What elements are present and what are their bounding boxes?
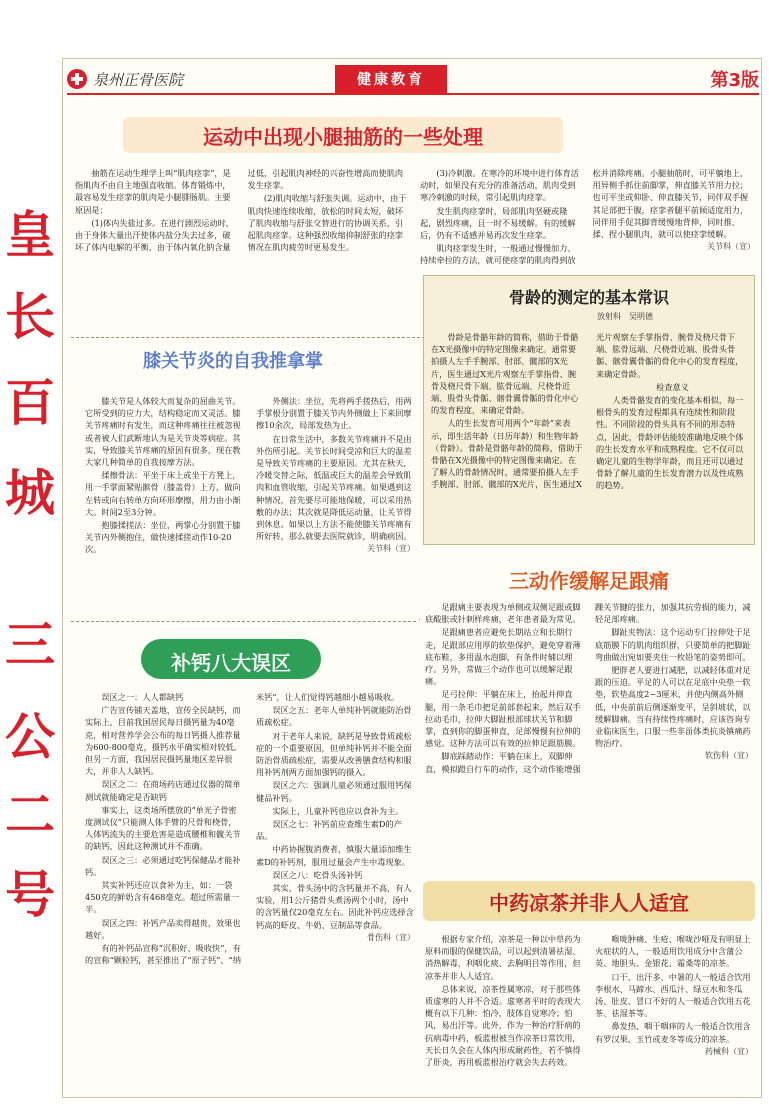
paragraph: 误区之八：吃骨头汤补钙	[272, 869, 363, 880]
page-number: 第3版	[710, 70, 759, 91]
article-body	[85, 691, 415, 1095]
article-body	[85, 395, 415, 617]
side-strip	[0, 0, 60, 1109]
strip-char: 号	[5, 866, 55, 924]
article-signature: 关节科（宣）	[707, 242, 755, 252]
hospital-logo	[67, 69, 307, 90]
article-body	[425, 933, 753, 1093]
paragraph: 误区之五：老年人单纯补钙就能防治骨质疏松症。	[256, 705, 412, 728]
paragraph: 肌肉痉挛发生时，一般通过慢慢加力、持续牵拉的方法，就可使痉挛的肌肉得到放松并消除疼痛。小腿抽筋时，可平躺地上，用异侧手抓住前脚掌，伸直膝关节用力拉；也可平坐或仰卧、伸直膝关节，同伴双手握其足部把于腹，痉挛者腿平前倾适度用力，同伴用手促其脚背缓慢地背伸，同时推、揉、捏小腿肌肉，就可以使痉挛缓解。	[420, 168, 749, 266]
strip-char: 城	[5, 464, 55, 522]
paragraph: 实际上，儿童补钙也应以食补为主。	[272, 805, 404, 816]
paragraph: (3)冷刺激。在寒冷的环境中进行体育活动时，如果没有充分的准备活动，肌肉受到寒冷刺激的时候，常引起肌肉痉挛。	[420, 168, 579, 203]
strip-char: 三	[5, 616, 55, 674]
page-header	[67, 65, 759, 95]
paragraph: 事实上，这类场所摆放的“单光子骨密度测试仪”只能测人体手臂的尺骨和桡骨，人体钙流失的主要危害是造成腰椎和髋关节的缺钙，因此这种测试并不准确。	[85, 804, 241, 852]
paragraph: 脚底踩踏动作：平躺在床上，双脚伸直，模拟蹬自行车的动作，这个动作能增强踝关节腱的张力，加强其抗劳损的能力，减轻足部疼痛。	[425, 602, 751, 774]
paragraph: 总体来说，凉茶性属寒凉，对于那些体质虚寒的人并不合适。虚寒者平时的表现大概有以下几种：怕冷，肢体自觉寒冷；怕风，易出汗等。此外，作为一种治疗肝病的抗病毒中药，板蓝根被当作凉茶日常饮用，天长日久会在人体内形成耐药性，若不慎得了肝炎，再用板蓝根治疗就会失去药效。	[425, 983, 581, 1068]
strip-char: 长	[5, 288, 55, 346]
article-title: 骨龄的测定的基本常识	[508, 288, 669, 307]
section-title: 健康教育	[335, 65, 447, 93]
paragraph: 骨龄是骨骼年龄的简称，借助于骨骼在X光摄像中的特定图像来确定。通常要拍摄人左手手腕部、肘部、髋部的X光片，医生通过X光片观察左手掌指骨、腕骨及桡尺骨下端、肱骨远端、尺桡骨近端、股骨头骨骺、髂骨翼骨骺的骨化中心的发育程度，来确定骨龄。	[431, 332, 579, 416]
paragraph: 鼻发热、咽干咽痒的人一般适合饮用含有罗汉果、玉竹或麦冬等成分的凉茶。	[595, 1021, 751, 1044]
paragraph: (2)肌肉收缩与舒张失调。运动中，由于肌肉快速连续收缩，放松的时间太短，破坏了肌肉收缩与舒张交替进行的协调关系，引起肌肉痉挛。这种强烈收缩抑制舒张的痉挛情况在肌肉疲劳时更易发生。	[247, 193, 407, 253]
paragraph: 抽筋在运动生理学上叫“肌肉痉挛”，是指肌肉不由自主地强直收缩。体育锻炼中，最容易发生痉挛的肌肉是小腿腓肠肌。主要原因是：	[75, 168, 231, 215]
article-body	[431, 331, 749, 539]
article-title: 三动作缓解足跟痛	[509, 569, 669, 593]
article-signature: 骨伤科（宣）	[367, 932, 415, 942]
subheading: 检查意义	[656, 381, 689, 392]
strip-char: 皇	[5, 206, 55, 264]
article-title: 运动中出现小腿抽筋的一些处理	[203, 125, 483, 149]
paragraph: 对于老年人来说，缺钙是导致骨质疏松症的一个重要原因，但单纯补钙并不能全面防治骨质疏松症，需要从改善膳食结构和服用补钙剂两方面加强钙的摄入。	[256, 730, 412, 778]
paragraph: (1)体内失盐过多。在进行剧烈运动时，由于身体大量出汗使体内盐分失去过多，破坏了体内电解的平衡，由于体内氧化钠含量过低，引起肌肉神经的兴奋性增高而使肌肉发生痉挛。	[75, 168, 404, 253]
paragraph: 在日常生活中，多数关节疼痛并不是由外伤所引起。关节长时间受凉和巨大的温差是导致关节疼痛的主要原因。尤其在秋天，冷暖交替之际，低温或巨大的温差会导致肌肉和血管收缩，引起关节疼痛。如果遇到这种情况，首先要尽可能地保暖，可以采用热敷的办法；其次就是降低运动量，让关节得到休息。如果以上方法不能使膝关节疼痛有所好转，那么就要去医院就诊，明确病因。	[256, 433, 412, 542]
article-body	[425, 601, 753, 867]
paragraph: 肥胖老人要进行减肥，以减轻体重对足跟的压迫。平足的人可以在足底中央垫一软垫，软垫高度2~3厘米，并使内侧高外侧低，中央前前后侧逐渐变平，呈斜坡状，以缓解脚痛。当有持续性疼痛时，应该咨询专业临床医生，口服一些非甾体类抗炎镇痛药物治疗。	[595, 665, 751, 749]
paragraph: 广告宣传铺天盖地，宣传全民缺钙，而实际上，目前我国居民每日摄钙量为40毫克，相对营养学会公布的每日钙摄人推荐量为600-800毫克，摄钙水平确实相对较低。但另一方面，我国居民摄钙量地区差异很大，并非人人缺钙。	[85, 705, 242, 777]
divider	[71, 621, 416, 622]
paragraph: 其实，骨头汤中的含钙量并不高，有人实验，用1公斤猪骨头煮汤两个小时，汤中的含钙量仅20毫克左右。因此补钙应选择含钙高的虾皮、牛奶、豆制品等食品。	[256, 883, 414, 930]
divider	[419, 619, 420, 620]
paragraph: 误区之六：强调儿童必须通过服用钙保健品补钙。	[256, 780, 412, 803]
strip-char: 二	[5, 786, 55, 844]
red-cross-icon	[67, 69, 87, 89]
newspaper-page	[62, 58, 762, 1098]
paragraph: 误区之二：在商场药店通过仪器的简单测试就能确定是否缺钙	[85, 779, 241, 802]
article-title: 补钙八大误区	[171, 651, 291, 675]
paragraph: 误区之四：补钙产品卖得越贵，效果也越好。	[85, 917, 241, 940]
paragraph: 发生肌肉痉挛时，局部肌肉坚硬或隆起，剧烈疼痛，且一时不易缓解。有的缓解后，仍有不适感并易再次发生痉挛。	[420, 205, 576, 241]
paragraph: 口干、出汗多、中暑的人一般适合饮用李根水、马蹄水、西瓜汁、绿豆水和冬瓜汤、肚皮、冒口不好的人一般适合饮用五花茶、祛湿茶等。	[595, 971, 751, 1019]
paragraph: 膝关节是人体较大而复杂的屈曲关节。它所受到的应力大，结构稳定而又灵活。膝关节疼痛时有发生，而这种疼痛往往被忽视或者被人们武断地认为是关节炎等病症。其实，导致膝关节疼痛的原因有很多，现在教大家几种简单的自我按摩方法。	[85, 396, 241, 468]
paragraph: 足跟痛主要表现为单侧或双侧足跟或脚底酸胀或针刺样疼痛，老年患者最为常见。	[425, 602, 581, 625]
paragraph: 喉咙肿痛、生疮、喉咙沙哑及有明显上火症状的人，一般适用饮用成分中含蒲公英、地胆头、金银花、霜桑等的凉茶。	[595, 934, 751, 969]
paragraph: 揉擦骨法：平坐于床上或坐于方凳上，用一手掌面紧贴髌骨（膝盖骨）上方，做向左转或向右转单方向环形摩擦，用力由小渐大。时间2至3分钟。	[85, 470, 241, 517]
paragraph: 根据专家介绍，凉茶是一种以中草药为原料而服的保健饮品，可以起到清暑祛湿、消热解毒、利咽化痰、去胸明目等作用，但凉茶并非人人适宜。	[425, 934, 581, 981]
article-title: 膝关节炎的自我推拿掌	[143, 351, 323, 372]
paragraph: 人类骨骼发育的变化基本相似，每一根骨头的发育过程都具有连续性和阶段性。不同阶段的骨头具有不同的形态特点，因此，骨龄评估能较准确地反映个体的生长发育水平和成熟程度。它不仅可以确定儿童的生物学年龄，而且还可以通过骨龄了解儿童的生长发育潜力以及性成熟的趋势。	[596, 395, 744, 491]
paragraph: 其实补钙还应以食补为主，如：一袋450克的鲜奶含有468毫克。超过所需量一半。	[85, 880, 240, 915]
paragraph: 中药协握腹消费者，慎服大量添加维生素D的补钙剂，服用过量会产生中毒现象。	[256, 844, 412, 867]
strip-char: 百	[5, 374, 55, 432]
paragraph: 脚趾夹物法：这个运动专门拉伸处于足底筋膜下的肌肉组织群，只要简单的把脚趾弯曲做出宛如要夹住一枚铅笔的姿势即可。	[595, 627, 751, 662]
article-signature: 软伤科（宣）	[705, 751, 753, 761]
paragraph: 足弓拉伸：平躺在床上，抬起并伸直腿，用一条毛巾把足前部套起来，然后双手拉动毛巾，拉伸大脚趾根部球状关节和脚掌，直到你的脚蛋伸直，足部慢慢有拉伸的感觉。这种方法可以有效的拉伸足跟筋膜。	[425, 689, 581, 749]
paragraph: 有的补钙品宣称“沉积好、吸收快”，有的宣称“颗粒钙，甚至推出了“原子钙”、“纳米钙”，让人们觉得钙越细小越易吸收。	[85, 692, 400, 966]
article-title: 中药凉茶并非人人适宜	[489, 891, 689, 915]
paragraph: 人的生长发育可用两个“年龄”来表示，即生活年龄（日历年龄）和生物年龄（骨龄）。骨龄是骨骼年龄的简称，借助于骨骼在X光摄像中的特定图像来确定。在了解人的骨龄情况时，通常要拍摄人左手手腕部、肘部、髋部的X光片，医生通过X光片观察左手掌指骨、腕骨及桡尺骨下端、肱骨远端、尺桡骨近端、股骨头骨骺、髂骨翼骨骺的骨化中心的发育程度，来确定骨龄。	[431, 332, 744, 490]
article-signature: 关节科（宣）	[367, 544, 415, 554]
paragraph: 误区之一：人人都缺钙	[101, 692, 184, 702]
paragraph: 外侧法：坐位，先将两手搓热后，用两手掌根分别置于膝关节内外侧做上下来回摩擦10余次，局部发热为止。	[256, 396, 412, 431]
article-signature: 药械科（宣）	[705, 1046, 753, 1056]
strip-char: 公	[5, 708, 55, 766]
hospital-name: 泉州正骨医院	[93, 70, 184, 89]
paragraph: 足跟痛患者应避免长期站立和长期行走，足跟部应用厚的软垫保护，避免穿着薄底布鞋，多用温水泡脚，有条件时辅以理疗。另外，常做三个动作也可以缓解足跟痛。	[425, 627, 581, 687]
paragraph: 抱膝揉搓法：坐位，两掌心分别置于膝关节内外侧抱住，做快速揉搓动作10-20次。	[85, 520, 241, 555]
article-author: 放射科 吴明德	[597, 312, 653, 321]
paragraph: 误区之三：必须通过吃钙保健品才能补钙。	[85, 854, 241, 877]
paragraph: 误区之七：补钙前应查维生素D的产品。	[256, 819, 402, 842]
